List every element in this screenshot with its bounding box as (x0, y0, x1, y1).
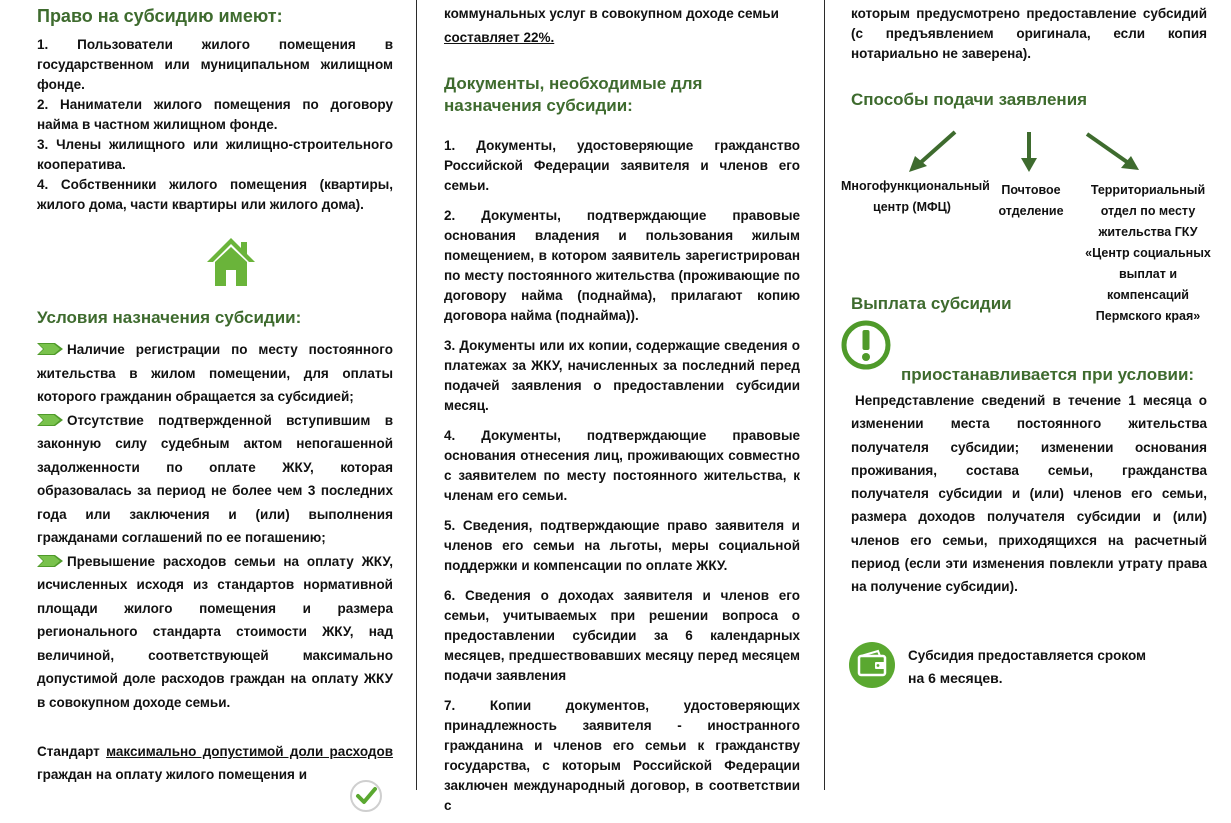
standard-paragraph (37, 740, 393, 786)
standard-rest: граждан на оплату жилого помещения и (37, 767, 307, 782)
rights-item-1: 1. Пользователи жилого помещения в государственном или муниципальном жилищном фонде. (37, 37, 393, 92)
direction-arrow-icon (1021, 132, 1037, 172)
method-territorial: Территориальный отдел по месту жительства ГКУ «Центр социальных выплат и компенсаций Пермского края» (1085, 183, 1211, 323)
green-arrow-bullet-icon (37, 413, 63, 427)
condition-text-1: Наличие регистрации по месту постоянного жительства в жилом помещении, для оплаты которого гражданин обращается за субсидией; (37, 342, 393, 404)
term-line-2: на 6 месяцев (908, 670, 999, 686)
direction-arrow-icon (909, 132, 955, 172)
exclamation-circle-icon (839, 318, 893, 372)
doc-item-5: 5. Сведения, подтверждающие право заявителя и членов его семьи на льготы, меры социальной поддержки и компенсации по оплате ЖКУ. (444, 518, 800, 573)
heading-payment: Выплата субсидии (851, 294, 1012, 313)
condition-item-3 (37, 550, 393, 715)
condition-text-3: Превышение расходов семьи на оплату ЖКУ, исчисленных исходя из стандартов нормативной площади жилого помещения и размера регионального стандарта стоимости ЖКУ, над величиной, соответствующей максимально допустимой доле расходов граждан на оплату ЖКУ в совокупном доходе семьи. (37, 553, 393, 710)
cont-line: коммунальных услуг в совокупном доходе семьи (444, 6, 779, 21)
condition-item-2 (37, 409, 393, 550)
method-mfc: Многофункциональный центр (МФЦ) (841, 179, 990, 214)
checkmark-circle-icon (349, 779, 383, 813)
doc-item-1: 1. Документы, удостоверяющие гражданство Российской Федерации заявителя и членов его семьи. (444, 138, 800, 193)
suspended-title: приостанавливается при условии: (901, 365, 1195, 384)
doc-item-6: 6. Сведения о доходах заявителя и членов его семьи, учитываемых при решении вопроса о предоставлении субсидии за 6 календарных месяцев, предшествовавших месяцу перед месяцем подачи заявления (444, 588, 800, 683)
rights-list (37, 35, 393, 215)
rights-item-4: 4. Собственники жилого помещения (квартиры, жилого дома, части квартиры или жилого дома). (37, 177, 393, 212)
doc-item-7: 7. Копии документов, удостоверяющих принадлежность заявителя - иностранного гражданина и членов его семьи к гражданству государства, с которым Российской Федерации заключен международный договор, в соответствии с (444, 698, 800, 813)
cont-text: которым предусмотрено предоставление субсидий (с предъявлением оригинала, если копия нотариально не заверена). (851, 6, 1207, 61)
heading-docs: Документы, необходимые для назначения субсидии: (444, 74, 703, 115)
doc-item-2: 2. Документы, подтверждающие правовые основания владения и пользования жилым помещением, в котором заявитель зарегистрирован по месту постоянного жительства (проживающие по договору найма (поднайма), прилагают копию договора найма (поднайма)). (444, 208, 800, 323)
term-line-1: Субсидия предоставляется сроком (908, 648, 1147, 663)
condition-item-1 (37, 338, 393, 409)
method-post: Почтовое отделение (998, 183, 1064, 218)
term-dot: . (998, 671, 1003, 686)
standard-underlined: максимально допустимой доли расходов (106, 744, 394, 759)
doc-item-3: 3. Документы или их копии, содержащие сведения о платежах за ЖКУ, начисленных за последний перед подачей заявления о предоставлении субсидии месяц. (444, 338, 800, 413)
heading-conditions: Условия назначения субсидии: (37, 308, 302, 327)
doc-item-4: 4. Документы, подтверждающие правовые основания отнесения лиц, проживающих совместно с заявителем по месту постоянного жительства, к членам его семьи. (444, 428, 800, 503)
column-divider-left (416, 0, 417, 790)
standard-prefix: Стандарт (37, 744, 107, 759)
heading-rights: Право на субсидию имеют: (37, 6, 283, 26)
wallet-icon (848, 641, 896, 689)
rights-item-2: 2. Наниматели жилого помещения по договору найма в частном жилищном фонде. (37, 97, 393, 132)
condition-text-2: Отсутствие подтвержденной вступившим в законную силу судебным актом непогашенной задолженности по оплате ЖКУ, которая образовалась за период не более чем 3 последних года или заключения и (или) выполнения гражданами соглашений по ее погашению; (37, 412, 393, 545)
column-divider-right (824, 0, 825, 790)
direction-arrows (901, 128, 1201, 174)
heading-methods: Способы подачи заявления (851, 90, 1088, 109)
direction-arrow-icon (1087, 134, 1139, 170)
green-arrow-bullet-icon (37, 554, 63, 568)
suspended-body: Непредставление сведений в течение 1 месяца о изменении места постоянного жительства получателя субсидии; изменении основания проживания, состава семьи, гражданства получателя субсидии и (или) членов его семьи, размера доходов получателя субсидии и (или) членов его семьи, приходящихся на расчетный период (если эти изменения повлекли утрату права на получение субсидии). (851, 393, 1207, 595)
docs-list (444, 136, 800, 816)
house-icon (205, 236, 257, 288)
conditions-list (37, 338, 393, 714)
green-arrow-bullet-icon (37, 342, 63, 356)
cont-value: составляет 22%. (444, 30, 555, 45)
rights-item-3: 3. Члены жилищного или жилищно-строительного кооператива. (37, 137, 393, 172)
